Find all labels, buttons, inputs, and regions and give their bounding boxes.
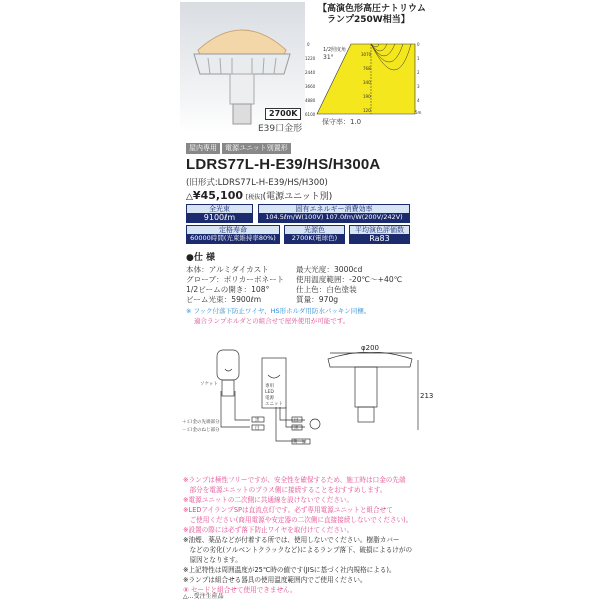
half-angle-label: 1/2照度角: [323, 47, 347, 53]
svg-text:白: 白: [294, 418, 299, 423]
svg-text:6100: 6100: [305, 112, 316, 117]
svg-text:120: 120: [363, 108, 371, 113]
spec-cri: 平均演色評価数 Ra83: [349, 225, 410, 244]
footer-note: △…受注生産品: [183, 593, 224, 600]
bottom-note: ※電源ユニットの二次側に共通線を設けないでください。: [183, 496, 354, 504]
svg-text:768: 768: [363, 66, 371, 71]
spec-note-2: 適合ランプホルダとの組合せで屋外使用が可能です。: [194, 317, 350, 325]
axis-left-1220: 1220: [305, 56, 316, 61]
svg-text:ソケット: ソケット: [200, 382, 218, 387]
svg-text:＋:口金の先端部分: ＋:口金の先端部分: [182, 420, 220, 425]
spec-list-left: 本体：アルミダイカスト グローブ：ポリカーボネート 1/2ビームの開き：108° ビーム光束：5900ℓm: [186, 265, 285, 304]
lamp-equivalent-title: 【高演色形高圧ナトリウム ランプ250W相当】: [318, 4, 426, 25]
svg-text:黄: 黄: [293, 440, 298, 445]
bottom-note: などの劣化(ソルベントクラックなど)によるランプ落下、破損によるけがの: [183, 546, 413, 554]
color-temp-badge: 2700K: [265, 108, 301, 120]
svg-text:4880: 4880: [305, 98, 316, 103]
light-distribution-chart: [305, 40, 427, 118]
wiring-diagram: [180, 345, 430, 450]
badge-indoor: 屋内専用: [186, 143, 220, 154]
svg-text:5m: 5m: [415, 110, 422, 115]
svg-text:専用: 専用: [265, 384, 274, 389]
svg-text:白: 白: [255, 426, 260, 431]
svg-text:3660: 3660: [305, 84, 316, 89]
svg-text:190: 190: [363, 94, 371, 99]
spec-efficiency: 固有エネルギー消費効率 104.5ℓm/W(100V) 107.0ℓm/W(200V/242V): [258, 204, 410, 223]
svg-text:0: 0: [307, 42, 310, 47]
bottom-note: ⑧ セードと組合せて使用できません。: [183, 586, 297, 594]
maintenance-factor: 保守率：1.0: [322, 118, 362, 126]
svg-text:黒: 黒: [255, 418, 260, 423]
svg-text:電源: 電源: [265, 396, 274, 401]
base-type: E39口金形: [258, 124, 303, 134]
bottom-note: ご使用ください(商用電源や安定器の二次側に直接接続しないでください)。: [183, 516, 413, 524]
svg-text:ユニット: ユニット: [265, 402, 283, 407]
spec-life: 定格寿命 60000時間(光束維持率80%): [186, 225, 280, 244]
dimension-height: 213: [420, 392, 434, 400]
bottom-note: 部分を電源ユニットのプラス側に接続することをおすすめします。: [183, 486, 387, 494]
half-angle-value: 31°: [323, 54, 334, 61]
svg-text:0: 0: [417, 42, 420, 47]
spec-note-1: ※ フック付落下防止ワイヤ、HS形ホルダ用防水パッキン同梱。: [186, 307, 371, 315]
bottom-note: ※ランプは組合せる器具の使用温度範囲内でご使用ください。: [183, 576, 367, 584]
bottom-note: ※油煙、薬品などが付着する所では、使用しないでください。樹脂カバー: [183, 536, 400, 544]
svg-text:4: 4: [417, 98, 420, 103]
bottom-note: ※上記特性は周囲温度が25℃時の値です(JISに基づく社内規格による)。: [183, 566, 396, 574]
svg-text:2440: 2440: [305, 70, 316, 75]
spec-list-right: 最大光度：3000cd 使用温度範囲：-20℃～+40℃ 仕上色：白色塗装 質量：970g: [296, 265, 403, 304]
svg-text:緑: 緑: [302, 440, 307, 445]
bottom-note: ※LEDアイランプSPは直流点灯です。必ず専用電源ユニットと組合せて: [183, 506, 393, 514]
model-number: LDRS77L-H-E39/HS/H300A: [186, 156, 381, 173]
price: △¥45,100 [税抜](電源ユニット別): [186, 189, 333, 202]
svg-text:3: 3: [417, 84, 420, 89]
spec-total-flux: 全光束 9100ℓm: [186, 204, 253, 223]
svg-text:1: 1: [417, 56, 420, 61]
bottom-note: 原因となります。: [183, 556, 242, 564]
svg-text:－:口金のねじ部分: －:口金のねじ部分: [182, 428, 220, 433]
bottom-note: ※設置の際には必ず落下防止ワイヤを取付けてください。: [183, 526, 354, 534]
svg-text:LED: LED: [265, 390, 274, 395]
svg-text:2: 2: [417, 70, 420, 75]
svg-text:3070: 3070: [361, 52, 372, 57]
svg-text:黒: 黒: [294, 426, 299, 431]
old-model: (旧形式:LDRS77L-H-E39/HS/H300): [186, 178, 328, 188]
bottom-notes: [183, 475, 428, 595]
spec-color: 光源色 2700K(電球色): [284, 225, 345, 244]
svg-text:340: 340: [363, 80, 371, 85]
dimension-diameter: φ200: [361, 344, 379, 352]
spec-heading: ●仕 様: [186, 253, 215, 263]
badge-separate-unit: 電源ユニット別置形: [222, 143, 291, 154]
bottom-note: ※ランプは極性フリーですが、安全性を確保するため、施工時は口金の先端: [183, 476, 406, 484]
